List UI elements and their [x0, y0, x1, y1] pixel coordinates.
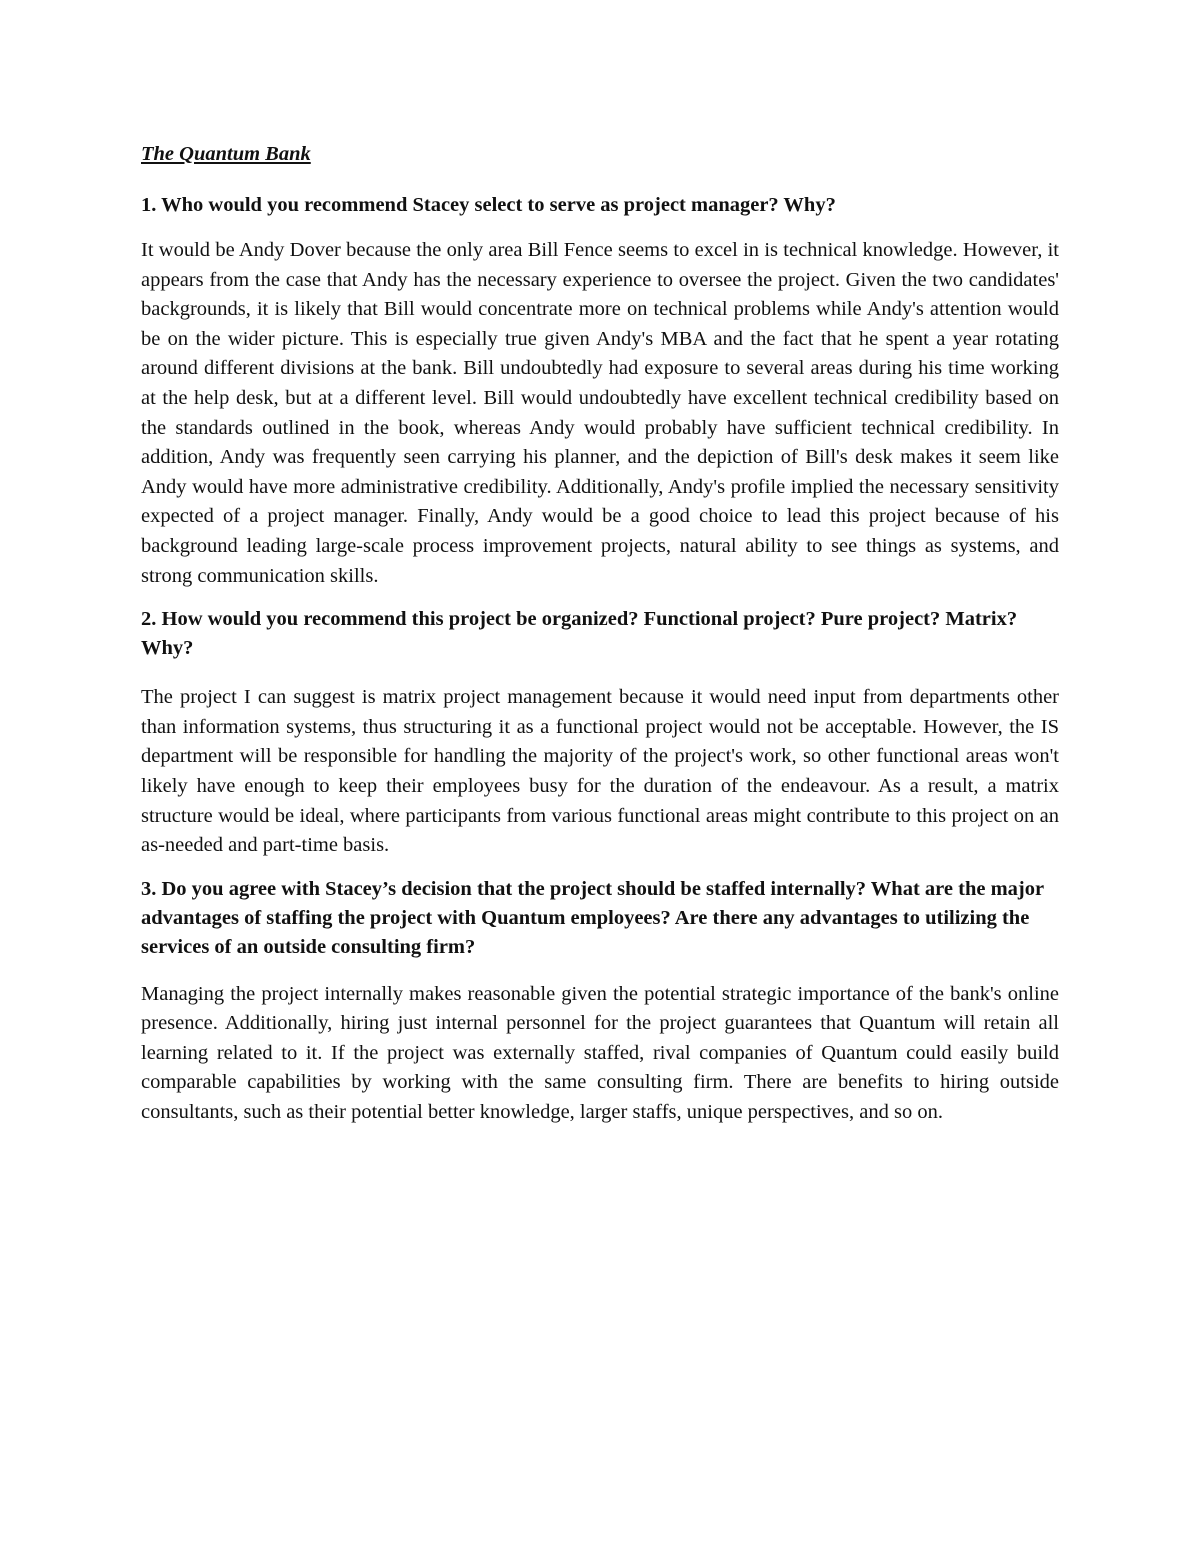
- answer-3: Managing the project internally makes reasonable given the potential strategic importance of the bank's online presence. Additionally, hiring just internal personnel for the project guarantees that Quantum will retain all learning related to it. If the project was externally staffed, rival companies of Quantum could easily build comparable capabilities by working with the same consulting firm. There are benefits to hiring outside consultants, such as their potential better knowledge, larger staffs, unique perspectives, and so on.: [141, 982, 1059, 1124]
- answer-1: It would be Andy Dover because the only area Bill Fence seems to excel in is technical knowledge. However, it appears from the case that Andy has the necessary experience to oversee the project. Given the two candidates' backgrounds, it is likely that Bill would concentrate more on technical problems while Andy's attention would be on the wider picture. This is especially true given Andy's MBA and the fact that he spent a year rotating around different divisions at the bank. Bill undoubtedly had exposure to several areas during his time working at the help desk, but at a different level. Bill would undoubtedly have excellent technical credibility based on the standards outlined in the book, whereas Andy would probably have sufficient technical credibility. In addition, Andy was frequently seen carrying his planner, and the depiction of Bill's desk makes it seem like Andy would have more administrative credibility. Additionally, Andy's profile implied the necessary sensitivity expected of a project manager. Finally, Andy would be a good choice to lead this project because of his background leading large-scale process improvement projects, natural ability to see things as systems, and strong communication skills.: [141, 239, 1059, 587]
- answer-2: The project I can suggest is matrix project management because it would need input from departments other than information systems, thus structuring it as a functional project would not be acceptable. However, the IS department will be responsible for handling the majority of the project's work, so other functional areas won't likely have enough to keep their employees busy for the duration of the endeavour. As a result, a matrix structure would be ideal, where participants from various functional areas might contribute to this project on an as-needed and part-time basis.: [141, 686, 1059, 857]
- question-1: 1. Who would you recommend Stacey select to serve as project manager? Why?: [141, 194, 836, 216]
- document-title: The Quantum Bank: [141, 143, 311, 165]
- question-2: 2. How would you recommend this project be organized? Functional project? Pure project? Matrix? Why?: [141, 608, 1018, 660]
- question-3: 3. Do you agree with Stacey’s decision that the project should be staffed internally? What are the major advantages of staffing the project with Quantum employees? Are there any advantages to utilizing the services of an outside consulting firm?: [141, 877, 1044, 958]
